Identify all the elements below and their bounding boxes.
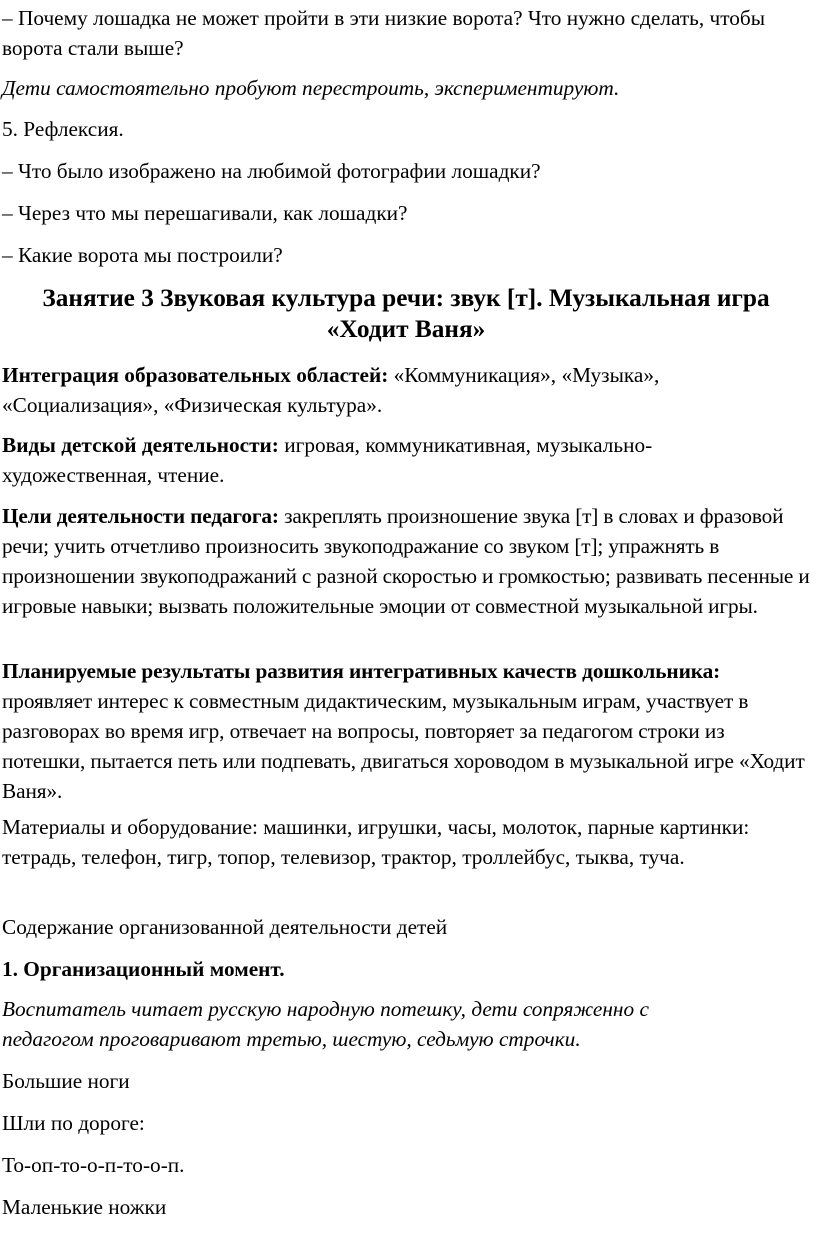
activities-paragraph — [2, 430, 782, 490]
activities-label: Виды детской деятельности: — [2, 433, 279, 457]
activities-text: игровая, коммуникативная, музыкально-художественная, чтение. — [2, 433, 653, 487]
reflection-question-2: – Через что мы перешагивали, как лошадки? — [2, 201, 408, 225]
content-title: Содержание организованной деятельности детей — [2, 915, 448, 939]
integration-label: Интеграция образовательных областей: — [2, 363, 389, 387]
question-horse-gate: – Почему лошадка не может пройти в эти низкие ворота? Что нужно сделать, чтобы ворота стали выше? — [2, 6, 766, 60]
results-label: Планируемые результаты развития интегративных качеств дошкольника: — [2, 659, 721, 683]
lesson-heading — [0, 283, 812, 345]
teacher-reads-note: Воспитатель читает русскую народную потешку, дети сопряженно с педагогом проговаривают третью, шестую, седьмую строчки. — [2, 997, 649, 1051]
integration-paragraph — [2, 360, 802, 420]
lesson-heading-line-1: Занятие 3 Звуковая культура речи: звук [т]. Музыкальная игра — [42, 284, 770, 312]
organizational-moment-title: 1. Организационный момент. — [2, 957, 285, 981]
lesson-heading-line-2: «Ходит Ваня» — [326, 315, 486, 343]
poem-line-3: То-оп-то-о-п-то-о-п. — [2, 1153, 185, 1177]
poem-line-1: Большие ноги — [2, 1069, 130, 1093]
reflection-question-1: – Что было изображено на любимой фотографии лошадки? — [2, 159, 541, 183]
goals-text: закреплять произношение звука [т] в словах и фразовой речи; учить отчетливо произносить звукоподражание со звуком [т]; упражнять в произношении звукоподражаний с разной скоростью и громкостью; развивать песенные и игровые навыки; вызвать положительные эмоции от совместной музыкальной игры. — [2, 504, 810, 618]
results-text: проявляет интерес к совместным дидактическим, музыкальным играм, участвует в разговорах во время игр, отвечает на вопросы, повторяет за педагогом строки из потешки, пытается петь или подпевать, двигаться хороводом в музыкальной игре «Ходит Ваня». — [2, 689, 805, 803]
materials-paragraph: Материалы и оборудование: машинки, игрушки, часы, молоток, парные картинки: тетрадь, телефон, тигр, топор, телевизор, трактор, троллейбус, тыква, туча. — [2, 815, 750, 869]
results-paragraph — [2, 656, 810, 806]
poem-line-4: Маленькие ножки — [2, 1195, 167, 1219]
reflection-question-3: – Какие ворота мы построили? — [2, 243, 283, 267]
poem-line-2: Шли по дороге: — [2, 1111, 145, 1135]
goals-paragraph — [2, 501, 814, 621]
goals-label: Цели деятельности педагога: — [2, 504, 279, 528]
children-action-note: Дети самостоятельно пробуют перестроить, экспериментируют. — [2, 76, 620, 100]
reflection-title: 5. Рефлексия. — [2, 117, 124, 141]
integration-text: «Коммуникация», «Музыка», «Социализация», «Физическая культура». — [2, 363, 660, 417]
